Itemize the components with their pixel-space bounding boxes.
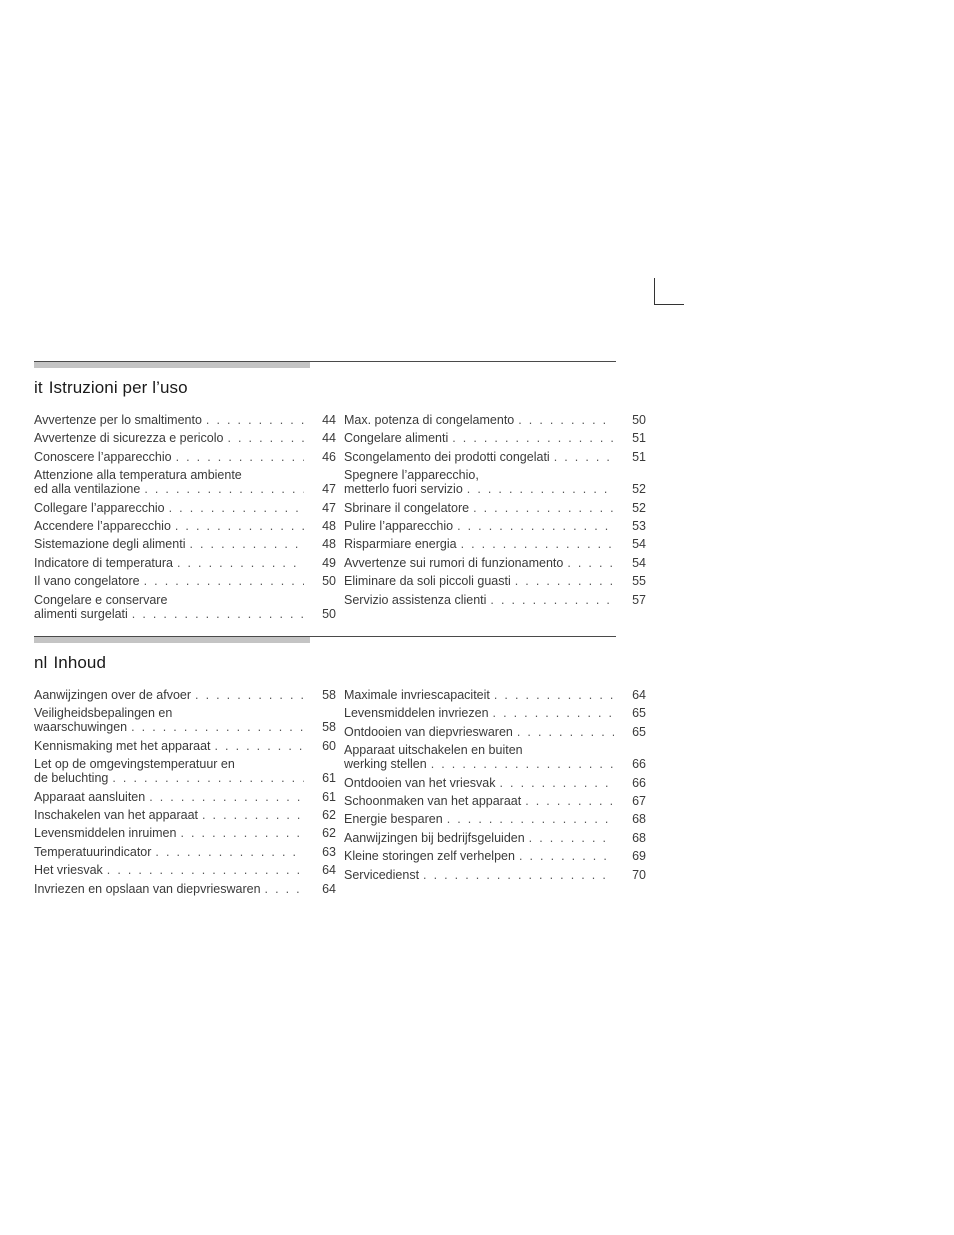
toc-entry-page-number: 61 xyxy=(322,789,336,804)
dot-leader xyxy=(431,757,614,771)
toc-entry-title: Levensmiddelen invriezen xyxy=(344,706,489,721)
dot-leader xyxy=(176,450,304,464)
language-code: nl xyxy=(34,653,48,672)
dot-leader xyxy=(195,688,304,702)
toc-entry-title: Invriezen en opslaan van diepvrieswaren xyxy=(34,881,261,896)
toc-entry-title: Avvertenze di sicurezza e pericolo xyxy=(34,431,224,446)
toc-entry-title: metterlo fuori servizio xyxy=(344,482,463,497)
toc-entry[interactable] xyxy=(34,706,336,735)
toc-entry[interactable] xyxy=(34,688,336,702)
toc-entry[interactable] xyxy=(34,881,336,896)
toc-entry-title: Schoonmaken van het apparaat xyxy=(344,793,522,808)
dot-leader xyxy=(473,501,614,515)
dot-leader xyxy=(175,519,304,533)
toc-entry-title: Kleine storingen zelf verhelpen xyxy=(344,849,515,864)
toc-entry-title: Conoscere l’apparecchio xyxy=(34,449,172,464)
dot-leader xyxy=(202,808,304,822)
toc-entry-page-number: 53 xyxy=(632,518,646,533)
crop-mark-horizontal xyxy=(654,304,684,305)
toc-entry[interactable] xyxy=(344,867,646,882)
toc-entry-page-number: 55 xyxy=(632,574,646,589)
toc-entry-page-number: 54 xyxy=(632,555,646,570)
toc-entry-title: Indicatore di temperatura xyxy=(34,555,173,570)
toc-entry-page-number: 68 xyxy=(632,830,646,845)
toc-entry-title: waarschuwingen xyxy=(34,720,128,735)
toc-entry-page-number: 48 xyxy=(322,518,336,533)
toc-entry-title: Temperatuurindicator xyxy=(34,844,152,859)
toc-entry[interactable] xyxy=(344,688,646,702)
toc-entry[interactable] xyxy=(344,574,646,589)
dot-leader xyxy=(107,863,304,877)
toc-entry-page-number: 64 xyxy=(632,688,646,702)
section-heading xyxy=(34,653,618,675)
section-title: Istruzioni per l’uso xyxy=(48,378,188,397)
section-title: Inhoud xyxy=(53,653,107,672)
toc-entry-title: Het vriesvak xyxy=(34,863,103,878)
toc-entry[interactable] xyxy=(34,537,336,552)
toc-column-left xyxy=(34,413,336,625)
toc-entry[interactable] xyxy=(34,863,336,878)
dot-leader xyxy=(180,826,304,840)
toc-entry[interactable] xyxy=(34,449,336,464)
toc-entry-title: Collegare l’apparecchio xyxy=(34,500,165,515)
dot-leader xyxy=(144,482,304,496)
dot-leader xyxy=(265,882,304,896)
toc-entry-title: Energie besparen xyxy=(344,812,443,827)
toc-entry[interactable] xyxy=(344,743,646,772)
toc-entry-page-number: 52 xyxy=(632,482,646,497)
toc-entry-page-number: 49 xyxy=(322,555,336,570)
toc-entry-page-number: 70 xyxy=(632,867,646,882)
dot-leader xyxy=(131,720,304,734)
toc-entry[interactable] xyxy=(344,449,646,464)
toc-entry-title: Aanwijzingen over de afvoer xyxy=(34,688,192,702)
dot-leader xyxy=(144,574,304,588)
toc-entry[interactable] xyxy=(34,844,336,859)
toc-entry-page-number: 44 xyxy=(322,431,336,446)
toc-column-right xyxy=(344,688,646,886)
toc-entry-page-number: 48 xyxy=(322,537,336,552)
dot-leader xyxy=(177,556,304,570)
toc-entry[interactable] xyxy=(344,413,646,427)
toc-entry-page-number: 51 xyxy=(632,449,646,464)
toc-entry[interactable] xyxy=(344,431,646,446)
crop-mark-vertical xyxy=(654,278,655,305)
toc-entry-title: Pulire l’apparecchio xyxy=(344,518,454,533)
dot-leader xyxy=(518,413,614,427)
toc-entry-title: Sistemazione degli alimenti xyxy=(34,537,186,552)
dot-leader xyxy=(447,812,614,826)
toc-entry[interactable] xyxy=(344,706,646,721)
toc-entry-title: Levensmiddelen inruimen xyxy=(34,826,177,841)
toc-entry-title: Servicedienst xyxy=(344,867,420,882)
toc-entry[interactable] xyxy=(34,468,336,497)
toc-entry-title: Maximale invriescapaciteit xyxy=(344,688,490,702)
dot-leader xyxy=(517,725,614,739)
toc-entry-page-number: 62 xyxy=(322,807,336,822)
toc-entry[interactable] xyxy=(34,592,336,621)
toc-entry-page-number: 66 xyxy=(632,757,646,772)
toc-entry[interactable] xyxy=(34,757,336,786)
dot-leader xyxy=(467,482,614,496)
toc-entry-title: Inschakelen van het apparaat xyxy=(34,807,199,822)
dot-leader xyxy=(490,593,614,607)
toc-entry[interactable] xyxy=(34,807,336,822)
toc-entry-page-number: 65 xyxy=(632,706,646,721)
dot-leader xyxy=(525,794,614,808)
toc-entry[interactable] xyxy=(34,431,336,446)
dot-leader xyxy=(215,739,305,753)
dot-leader xyxy=(189,537,304,551)
toc-entry-title: Risparmiare energia xyxy=(344,537,457,552)
toc-entry-title-line: Spegnere l’apparecchio, xyxy=(344,468,479,483)
toc-entry-title: Apparaat aansluiten xyxy=(34,789,146,804)
toc-entry-title: Kennismaking met het apparaat xyxy=(34,738,211,753)
toc-entry[interactable] xyxy=(344,468,646,497)
toc-entry[interactable] xyxy=(34,738,336,753)
toc-section-nl xyxy=(34,636,646,896)
toc-entry-page-number: 61 xyxy=(322,771,336,786)
toc-entry[interactable] xyxy=(344,500,646,515)
toc-entry[interactable] xyxy=(344,537,646,552)
toc-entry-page-number: 47 xyxy=(322,482,336,497)
toc-column-left xyxy=(34,688,336,900)
toc-entry[interactable] xyxy=(34,574,336,589)
toc-entry-page-number: 50 xyxy=(322,606,336,621)
toc-entry[interactable] xyxy=(34,500,336,515)
toc-entry-title: Ontdooien van diepvrieswaren xyxy=(344,724,513,739)
toc-entry-title-line: Attenzione alla temperatura ambiente xyxy=(34,468,242,483)
toc-entry-title: alimenti surgelati xyxy=(34,606,128,621)
toc-entry-title-line: Congelare e conservare xyxy=(34,592,168,607)
toc-entry[interactable] xyxy=(344,830,646,845)
toc-entry-page-number: 67 xyxy=(632,793,646,808)
toc-entry-title: Accendere l’apparecchio xyxy=(34,518,171,533)
toc-entry-page-number: 46 xyxy=(322,449,336,464)
dot-leader xyxy=(169,501,304,515)
toc-entry-page-number: 52 xyxy=(632,500,646,515)
toc-entry-page-number: 54 xyxy=(632,537,646,552)
toc-entry-page-number: 68 xyxy=(632,812,646,827)
section-heading xyxy=(34,378,618,400)
dot-leader xyxy=(567,556,614,570)
toc-entry-title: ed alla ventilazione xyxy=(34,482,141,497)
toc-entry-page-number: 57 xyxy=(632,592,646,607)
dot-leader xyxy=(206,413,304,427)
dot-leader xyxy=(499,776,614,790)
toc-entry-page-number: 64 xyxy=(322,881,336,896)
toc-entry[interactable] xyxy=(344,592,646,607)
toc-entry[interactable] xyxy=(344,724,646,739)
toc-entry-page-number: 66 xyxy=(632,775,646,790)
toc-entry-title: Aanwijzingen bij bedrijfsgeluiden xyxy=(344,830,525,845)
toc-entry-title-line: Let op de omgevingstemperatuur en xyxy=(34,757,235,772)
dot-leader xyxy=(155,845,304,859)
toc-column-right xyxy=(344,413,646,611)
dot-leader xyxy=(515,574,614,588)
toc-entry[interactable] xyxy=(34,826,336,841)
toc-entry-page-number: 50 xyxy=(322,574,336,589)
dot-leader xyxy=(452,431,614,445)
toc-entry-page-number: 44 xyxy=(322,413,336,427)
toc-entry-title: Ontdooien van het vriesvak xyxy=(344,775,496,790)
toc-entry-title-line: Apparaat uitschakelen en buiten xyxy=(344,743,523,758)
toc-section-it xyxy=(34,361,646,621)
toc-entry-page-number: 63 xyxy=(322,844,336,859)
dot-leader xyxy=(149,790,304,804)
toc-entry[interactable] xyxy=(34,413,336,427)
toc-entry-title: werking stellen xyxy=(344,757,427,772)
dot-leader xyxy=(554,450,614,464)
dot-leader xyxy=(423,868,614,882)
dot-leader xyxy=(112,771,304,785)
dot-leader xyxy=(494,688,614,702)
toc-entry-title: Max. potenza di congelamento xyxy=(344,413,515,427)
toc-entry-title: Il vano congelatore xyxy=(34,574,140,589)
toc-entry-page-number: 47 xyxy=(322,500,336,515)
toc-entry[interactable] xyxy=(344,775,646,790)
dot-leader xyxy=(227,431,304,445)
dot-leader xyxy=(519,849,614,863)
toc-entry[interactable] xyxy=(34,789,336,804)
toc-entry-page-number: 62 xyxy=(322,826,336,841)
toc-entry-page-number: 58 xyxy=(322,688,336,702)
toc-entry-page-number: 58 xyxy=(322,720,336,735)
toc-entry[interactable] xyxy=(344,849,646,864)
toc-entry[interactable] xyxy=(344,518,646,533)
toc-entry-title: Servizio assistenza clienti xyxy=(344,592,487,607)
toc-entry-title: Eliminare da soli piccoli guasti xyxy=(344,574,511,589)
toc-entry[interactable] xyxy=(34,518,336,533)
toc-entry-title: Scongelamento dei prodotti congelati xyxy=(344,449,550,464)
toc-entry-page-number: 65 xyxy=(632,724,646,739)
toc-entry-title: Congelare alimenti xyxy=(344,431,449,446)
section-rule xyxy=(34,636,618,643)
section-rule xyxy=(34,361,618,368)
dot-leader xyxy=(529,831,614,845)
toc-entry[interactable] xyxy=(344,812,646,827)
toc-entry-title: de beluchting xyxy=(34,771,109,786)
toc-entry[interactable] xyxy=(34,555,336,570)
dot-leader xyxy=(132,607,304,621)
toc-entry-title-line: Veiligheidsbepalingen en xyxy=(34,706,173,721)
toc-entry-page-number: 50 xyxy=(632,413,646,427)
dot-leader xyxy=(457,519,614,533)
toc-entry-title: Avvertenze sui rumori di funzionamento xyxy=(344,555,564,570)
toc-entry-page-number: 51 xyxy=(632,431,646,446)
dot-leader xyxy=(493,706,614,720)
toc-entry-page-number: 64 xyxy=(322,863,336,878)
toc-entry[interactable] xyxy=(344,793,646,808)
toc-entry-title: Avvertenze per lo smaltimento xyxy=(34,413,202,427)
dot-leader xyxy=(461,537,614,551)
toc-entry-page-number: 60 xyxy=(322,738,336,753)
toc-entry-page-number: 69 xyxy=(632,849,646,864)
toc-entry-title: Sbrinare il congelatore xyxy=(344,500,470,515)
language-code: it xyxy=(34,378,43,397)
toc-entry[interactable] xyxy=(344,555,646,570)
